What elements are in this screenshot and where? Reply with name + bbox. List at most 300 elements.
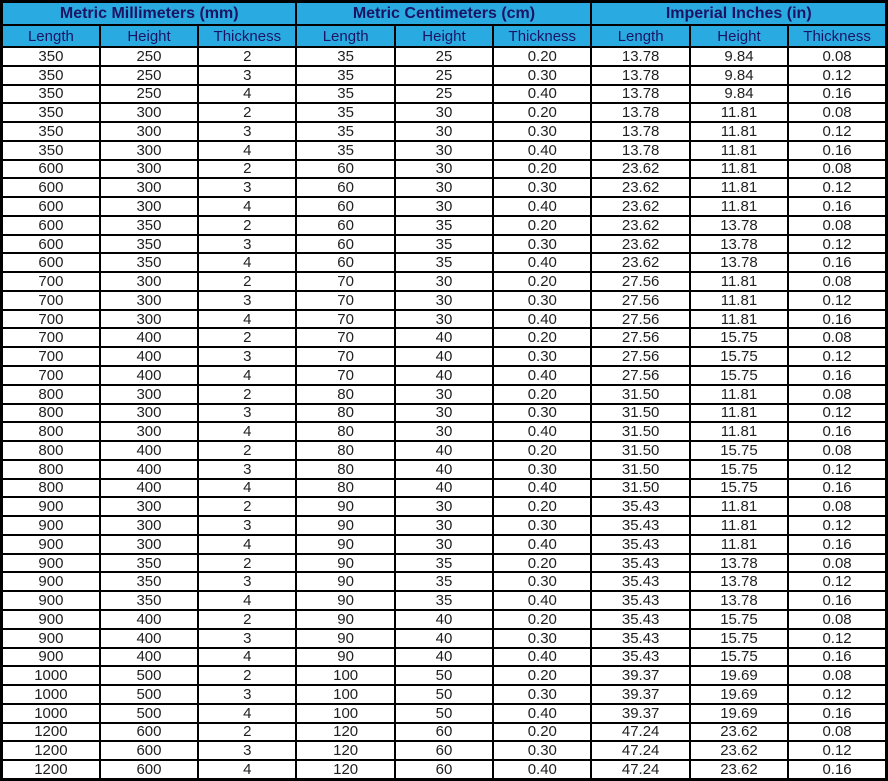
table-cell: 40	[395, 629, 493, 648]
table-cell: 15.75	[690, 347, 788, 366]
table-cell: 400	[100, 648, 198, 667]
table-cell: 90	[296, 535, 394, 554]
column-header-row	[2, 25, 887, 47]
table-cell: 60	[395, 741, 493, 760]
table-cell: 400	[100, 460, 198, 479]
table-cell: 11.81	[690, 122, 788, 141]
table-cell: 15.75	[690, 479, 788, 498]
table-cell: 23.62	[591, 160, 689, 179]
table-cell: 40	[395, 366, 493, 385]
table-cell: 400	[100, 347, 198, 366]
table-cell: 4	[198, 85, 296, 104]
table-cell: 120	[296, 760, 394, 779]
table-cell: 300	[100, 310, 198, 329]
table-row	[2, 404, 887, 423]
table-row	[2, 366, 887, 385]
table-cell: 500	[100, 704, 198, 723]
table-header	[2, 2, 887, 48]
table-cell: 2	[198, 216, 296, 235]
table-cell: 11.81	[690, 197, 788, 216]
table-cell: 15.75	[690, 366, 788, 385]
table-cell: 900	[2, 535, 100, 554]
table-row	[2, 723, 887, 742]
table-cell: 800	[2, 441, 100, 460]
table-cell: 900	[2, 497, 100, 516]
table-cell: 11.81	[690, 385, 788, 404]
table-cell: 30	[395, 272, 493, 291]
table-cell: 0.16	[788, 704, 886, 723]
table-cell: 13.78	[690, 554, 788, 573]
column-header-in-thickness: Thickness	[788, 25, 886, 47]
table-row	[2, 385, 887, 404]
table-cell: 13.78	[591, 141, 689, 160]
table-cell: 35.43	[591, 610, 689, 629]
table-cell: 47.24	[591, 760, 689, 779]
table-cell: 35.43	[591, 572, 689, 591]
table-cell: 11.81	[690, 291, 788, 310]
table-row	[2, 648, 887, 667]
table-cell: 11.81	[690, 535, 788, 554]
table-row	[2, 66, 887, 85]
table-cell: 350	[2, 122, 100, 141]
table-cell: 30	[395, 197, 493, 216]
table-cell: 400	[100, 366, 198, 385]
table-cell: 60	[296, 216, 394, 235]
table-cell: 30	[395, 516, 493, 535]
table-cell: 90	[296, 629, 394, 648]
table-cell: 40	[395, 460, 493, 479]
table-cell: 900	[2, 648, 100, 667]
table-cell: 4	[198, 704, 296, 723]
table-cell: 4	[198, 253, 296, 272]
table-cell: 0.30	[493, 460, 591, 479]
table-cell: 2	[198, 385, 296, 404]
table-row	[2, 572, 887, 591]
table-cell: 350	[2, 103, 100, 122]
table-cell: 0.12	[788, 235, 886, 254]
table-cell: 350	[100, 253, 198, 272]
table-cell: 4	[198, 422, 296, 441]
table-cell: 300	[100, 141, 198, 160]
table-cell: 0.16	[788, 422, 886, 441]
table-cell: 300	[100, 404, 198, 423]
table-cell: 2	[198, 666, 296, 685]
table-cell: 700	[2, 328, 100, 347]
table-cell: 0.30	[493, 66, 591, 85]
table-cell: 0.08	[788, 610, 886, 629]
table-cell: 0.40	[493, 253, 591, 272]
table-cell: 0.16	[788, 479, 886, 498]
table-cell: 4	[198, 366, 296, 385]
table-cell: 25	[395, 85, 493, 104]
table-cell: 100	[296, 704, 394, 723]
table-cell: 31.50	[591, 404, 689, 423]
table-cell: 700	[2, 310, 100, 329]
table-cell: 13.78	[591, 122, 689, 141]
table-cell: 120	[296, 723, 394, 742]
table-cell: 900	[2, 629, 100, 648]
table-cell: 0.30	[493, 122, 591, 141]
table-cell: 1200	[2, 723, 100, 742]
table-cell: 35	[395, 253, 493, 272]
table-row	[2, 704, 887, 723]
table-cell: 70	[296, 347, 394, 366]
table-cell: 350	[100, 235, 198, 254]
table-cell: 13.78	[591, 66, 689, 85]
table-cell: 19.69	[690, 666, 788, 685]
table-row	[2, 591, 887, 610]
table-row	[2, 216, 887, 235]
table-cell: 0.12	[788, 629, 886, 648]
table-cell: 350	[2, 47, 100, 66]
table-row	[2, 141, 887, 160]
table-cell: 40	[395, 328, 493, 347]
table-cell: 13.78	[591, 103, 689, 122]
table-cell: 80	[296, 460, 394, 479]
column-header-mm-thickness: Thickness	[198, 25, 296, 47]
table-cell: 400	[100, 479, 198, 498]
table-cell: 13.78	[690, 216, 788, 235]
table-cell: 1000	[2, 704, 100, 723]
table-cell: 0.40	[493, 648, 591, 667]
table-cell: 0.30	[493, 178, 591, 197]
table-cell: 35	[296, 66, 394, 85]
table-row	[2, 760, 887, 779]
table-cell: 900	[2, 591, 100, 610]
table-cell: 15.75	[690, 328, 788, 347]
table-cell: 350	[100, 572, 198, 591]
table-cell: 0.16	[788, 197, 886, 216]
table-cell: 2	[198, 272, 296, 291]
table-cell: 600	[2, 197, 100, 216]
table-cell: 35.43	[591, 535, 689, 554]
table-row	[2, 178, 887, 197]
table-cell: 400	[100, 610, 198, 629]
table-cell: 90	[296, 591, 394, 610]
table-cell: 800	[2, 422, 100, 441]
table-cell: 0.30	[493, 404, 591, 423]
table-row	[2, 103, 887, 122]
table-cell: 60	[296, 197, 394, 216]
table-cell: 31.50	[591, 441, 689, 460]
table-cell: 3	[198, 178, 296, 197]
table-cell: 40	[395, 479, 493, 498]
table-cell: 60	[395, 760, 493, 779]
table-cell: 47.24	[591, 741, 689, 760]
table-cell: 30	[395, 103, 493, 122]
table-cell: 0.16	[788, 366, 886, 385]
table-cell: 27.56	[591, 366, 689, 385]
table-cell: 0.12	[788, 516, 886, 535]
table-cell: 0.40	[493, 422, 591, 441]
group-header-row	[2, 2, 887, 26]
table-cell: 2	[198, 47, 296, 66]
table-cell: 30	[395, 497, 493, 516]
table-cell: 3	[198, 629, 296, 648]
table-cell: 4	[198, 760, 296, 779]
table-cell: 4	[198, 197, 296, 216]
table-cell: 0.20	[493, 103, 591, 122]
table-cell: 47.24	[591, 723, 689, 742]
table-cell: 35	[296, 103, 394, 122]
table-cell: 11.81	[690, 516, 788, 535]
table-cell: 100	[296, 685, 394, 704]
table-cell: 0.40	[493, 535, 591, 554]
table-cell: 40	[395, 441, 493, 460]
table-cell: 23.62	[591, 197, 689, 216]
table-cell: 500	[100, 666, 198, 685]
table-cell: 400	[100, 328, 198, 347]
table-cell: 0.16	[788, 648, 886, 667]
table-cell: 30	[395, 422, 493, 441]
table-cell: 3	[198, 572, 296, 591]
table-cell: 70	[296, 366, 394, 385]
table-cell: 80	[296, 441, 394, 460]
table-cell: 11.81	[690, 497, 788, 516]
table-cell: 350	[100, 554, 198, 573]
table-row	[2, 629, 887, 648]
table-cell: 35.43	[591, 497, 689, 516]
table-cell: 35.43	[591, 554, 689, 573]
table-cell: 3	[198, 235, 296, 254]
table-cell: 90	[296, 554, 394, 573]
table-cell: 3	[198, 122, 296, 141]
table-cell: 0.40	[493, 141, 591, 160]
table-cell: 27.56	[591, 310, 689, 329]
column-header-mm-length: Length	[2, 25, 100, 47]
table-cell: 0.16	[788, 141, 886, 160]
table-cell: 13.78	[591, 85, 689, 104]
table-cell: 0.12	[788, 741, 886, 760]
table-cell: 900	[2, 554, 100, 573]
table-cell: 0.08	[788, 385, 886, 404]
table-cell: 39.37	[591, 704, 689, 723]
table-cell: 0.20	[493, 216, 591, 235]
table-cell: 0.08	[788, 47, 886, 66]
table-cell: 600	[2, 253, 100, 272]
table-cell: 900	[2, 516, 100, 535]
table-cell: 31.50	[591, 385, 689, 404]
table-row	[2, 479, 887, 498]
table-cell: 0.20	[493, 554, 591, 573]
table-cell: 120	[296, 741, 394, 760]
table-cell: 60	[296, 178, 394, 197]
table-row	[2, 460, 887, 479]
table-cell: 60	[296, 235, 394, 254]
table-row	[2, 291, 887, 310]
table-cell: 4	[198, 591, 296, 610]
column-header-in-length: Length	[591, 25, 689, 47]
table-cell: 0.20	[493, 666, 591, 685]
table-cell: 27.56	[591, 291, 689, 310]
table-cell: 0.08	[788, 497, 886, 516]
table-cell: 600	[2, 178, 100, 197]
table-row	[2, 497, 887, 516]
table-cell: 800	[2, 479, 100, 498]
table-cell: 31.50	[591, 422, 689, 441]
table-cell: 2	[198, 328, 296, 347]
table-cell: 15.75	[690, 441, 788, 460]
table-cell: 13.78	[690, 591, 788, 610]
table-cell: 0.40	[493, 197, 591, 216]
column-header-cm-height: Height	[395, 25, 493, 47]
group-header-cm: Metric Centimeters (cm)	[296, 2, 591, 26]
group-header-in: Imperial Inches (in)	[591, 2, 886, 26]
table-cell: 0.20	[493, 385, 591, 404]
table-cell: 2	[198, 554, 296, 573]
table-cell: 39.37	[591, 685, 689, 704]
table-cell: 9.84	[690, 85, 788, 104]
table-cell: 19.69	[690, 685, 788, 704]
table-cell: 35.43	[591, 516, 689, 535]
table-cell: 300	[100, 535, 198, 554]
table-cell: 0.08	[788, 666, 886, 685]
table-cell: 300	[100, 178, 198, 197]
table-cell: 0.16	[788, 253, 886, 272]
table-cell: 2	[198, 610, 296, 629]
table-cell: 80	[296, 385, 394, 404]
table-cell: 2	[198, 103, 296, 122]
table-cell: 3	[198, 460, 296, 479]
table-cell: 600	[2, 216, 100, 235]
table-cell: 0.08	[788, 103, 886, 122]
table-cell: 3	[198, 741, 296, 760]
table-cell: 300	[100, 516, 198, 535]
table-cell: 90	[296, 497, 394, 516]
group-header-mm: Metric Millimeters (mm)	[2, 2, 297, 26]
table-cell: 30	[395, 178, 493, 197]
table-cell: 13.78	[690, 253, 788, 272]
table-cell: 350	[100, 216, 198, 235]
table-cell: 80	[296, 479, 394, 498]
table-cell: 300	[100, 197, 198, 216]
table-cell: 3	[198, 66, 296, 85]
table-cell: 0.40	[493, 760, 591, 779]
table-cell: 2	[198, 441, 296, 460]
table-cell: 1200	[2, 741, 100, 760]
table-row	[2, 422, 887, 441]
table-cell: 11.81	[690, 160, 788, 179]
table-cell: 0.12	[788, 291, 886, 310]
table-cell: 0.16	[788, 760, 886, 779]
table-cell: 11.81	[690, 103, 788, 122]
table-cell: 25	[395, 66, 493, 85]
table-cell: 0.16	[788, 310, 886, 329]
table-cell: 250	[100, 47, 198, 66]
table-cell: 800	[2, 460, 100, 479]
table-cell: 600	[2, 160, 100, 179]
table-cell: 0.08	[788, 216, 886, 235]
table-cell: 400	[100, 441, 198, 460]
table-cell: 30	[395, 385, 493, 404]
table-cell: 0.12	[788, 685, 886, 704]
table-cell: 90	[296, 648, 394, 667]
table-row	[2, 554, 887, 573]
table-cell: 300	[100, 272, 198, 291]
column-header-mm-height: Height	[100, 25, 198, 47]
table-cell: 70	[296, 310, 394, 329]
table-row	[2, 610, 887, 629]
column-header-cm-thickness: Thickness	[493, 25, 591, 47]
table-row	[2, 535, 887, 554]
table-row	[2, 235, 887, 254]
table-cell: 0.08	[788, 328, 886, 347]
table-cell: 0.16	[788, 535, 886, 554]
table-cell: 0.30	[493, 741, 591, 760]
table-cell: 800	[2, 385, 100, 404]
table-cell: 30	[395, 141, 493, 160]
table-cell: 35.43	[591, 591, 689, 610]
table-cell: 11.81	[690, 422, 788, 441]
table-cell: 13.78	[690, 572, 788, 591]
table-cell: 90	[296, 610, 394, 629]
table-cell: 4	[198, 479, 296, 498]
table-cell: 35.43	[591, 648, 689, 667]
table-cell: 0.20	[493, 160, 591, 179]
table-cell: 350	[100, 591, 198, 610]
table-cell: 350	[2, 66, 100, 85]
table-cell: 23.62	[690, 723, 788, 742]
table-cell: 2	[198, 723, 296, 742]
table-row	[2, 310, 887, 329]
table-cell: 900	[2, 572, 100, 591]
table-row	[2, 197, 887, 216]
table-cell: 60	[296, 160, 394, 179]
table-cell: 3	[198, 291, 296, 310]
table-cell: 15.75	[690, 629, 788, 648]
table-cell: 23.62	[591, 178, 689, 197]
table-cell: 4	[198, 310, 296, 329]
table-cell: 4	[198, 648, 296, 667]
table-cell: 0.30	[493, 347, 591, 366]
table-cell: 90	[296, 516, 394, 535]
table-cell: 50	[395, 704, 493, 723]
table-cell: 35	[395, 554, 493, 573]
table-row	[2, 328, 887, 347]
table-cell: 900	[2, 610, 100, 629]
table-cell: 25	[395, 47, 493, 66]
table-cell: 40	[395, 347, 493, 366]
table-cell: 31.50	[591, 460, 689, 479]
table-cell: 0.12	[788, 66, 886, 85]
table-row	[2, 85, 887, 104]
table-row	[2, 741, 887, 760]
table-cell: 70	[296, 272, 394, 291]
table-cell: 4	[198, 535, 296, 554]
table-cell: 0.20	[493, 610, 591, 629]
table-cell: 0.30	[493, 291, 591, 310]
table-cell: 0.08	[788, 554, 886, 573]
table-cell: 80	[296, 404, 394, 423]
table-cell: 40	[395, 648, 493, 667]
table-cell: 0.12	[788, 347, 886, 366]
table-cell: 23.62	[591, 253, 689, 272]
table-row	[2, 685, 887, 704]
table-cell: 1000	[2, 685, 100, 704]
table-cell: 0.40	[493, 85, 591, 104]
table-row	[2, 47, 887, 66]
column-header-cm-length: Length	[296, 25, 394, 47]
table-cell: 0.08	[788, 723, 886, 742]
table-cell: 0.16	[788, 85, 886, 104]
table-cell: 15.75	[690, 460, 788, 479]
table-cell: 15.75	[690, 648, 788, 667]
table-cell: 0.30	[493, 629, 591, 648]
table-cell: 0.40	[493, 479, 591, 498]
table-cell: 300	[100, 160, 198, 179]
table-cell: 0.12	[788, 460, 886, 479]
table-cell: 0.30	[493, 516, 591, 535]
